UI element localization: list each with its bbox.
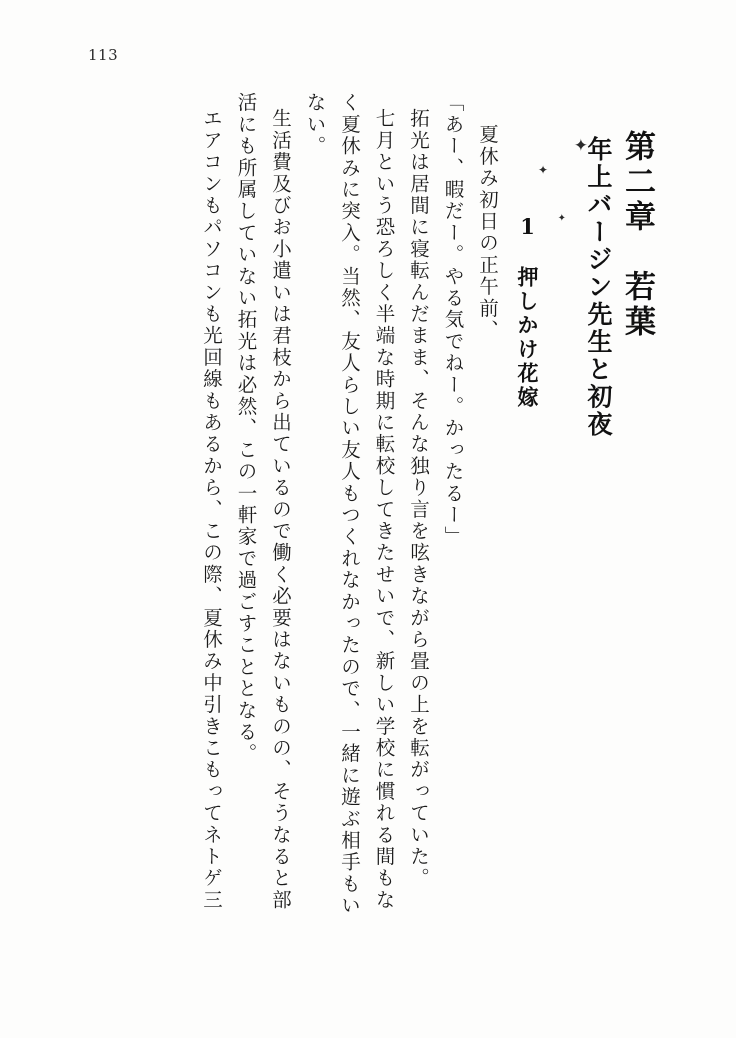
body-line: 夏休み初日の正午前、 <box>476 124 499 341</box>
sparkle-icon: ✦ <box>573 136 588 156</box>
body-line: エアコンもパソコンも光回線もあるから、この際、夏休み中引きこもってネトゲ三 <box>200 108 223 911</box>
chapter-subtitle: 年上バージン先生と初夜 <box>584 136 613 439</box>
body-line: 生活費及びお小遣いは君枝から出ているので働く必要はないものの、そうなると部 <box>269 108 292 911</box>
body-line: 拓光は居間に寝転んだまま、そんな独り言を呟きながら畳の上を転がっていた。 <box>407 108 430 890</box>
body-line: く夏休みに突入。当然、友人らしい友人もつくれなかったので、一緒に遊ぶ相手もい <box>338 92 361 917</box>
section-heading <box>517 92 538 978</box>
body-text <box>187 92 498 978</box>
chapter-heading <box>537 92 655 978</box>
body-line: ない。 <box>303 92 327 158</box>
sparkle-icon: ✦ <box>557 213 566 224</box>
page-number: 113 <box>88 46 119 64</box>
chapter-title: 第二章 若葉 <box>619 130 655 340</box>
section-heading-text: 1 押しかけ花嫁 <box>515 214 540 410</box>
body-line: 活にも所属していない拓光は必然、この一軒家で過ごすこととなる。 <box>234 92 258 765</box>
body-line: 七月という恐ろしく半端な時期に転校してきたせいで、新しい学校に慣れる間もな <box>372 108 396 911</box>
vertical-text-area <box>80 92 678 978</box>
body-line: 「あー、暇だー。やる気でねー。かったるー」 <box>441 92 465 548</box>
sparkle-icon: ✦ <box>537 163 548 177</box>
